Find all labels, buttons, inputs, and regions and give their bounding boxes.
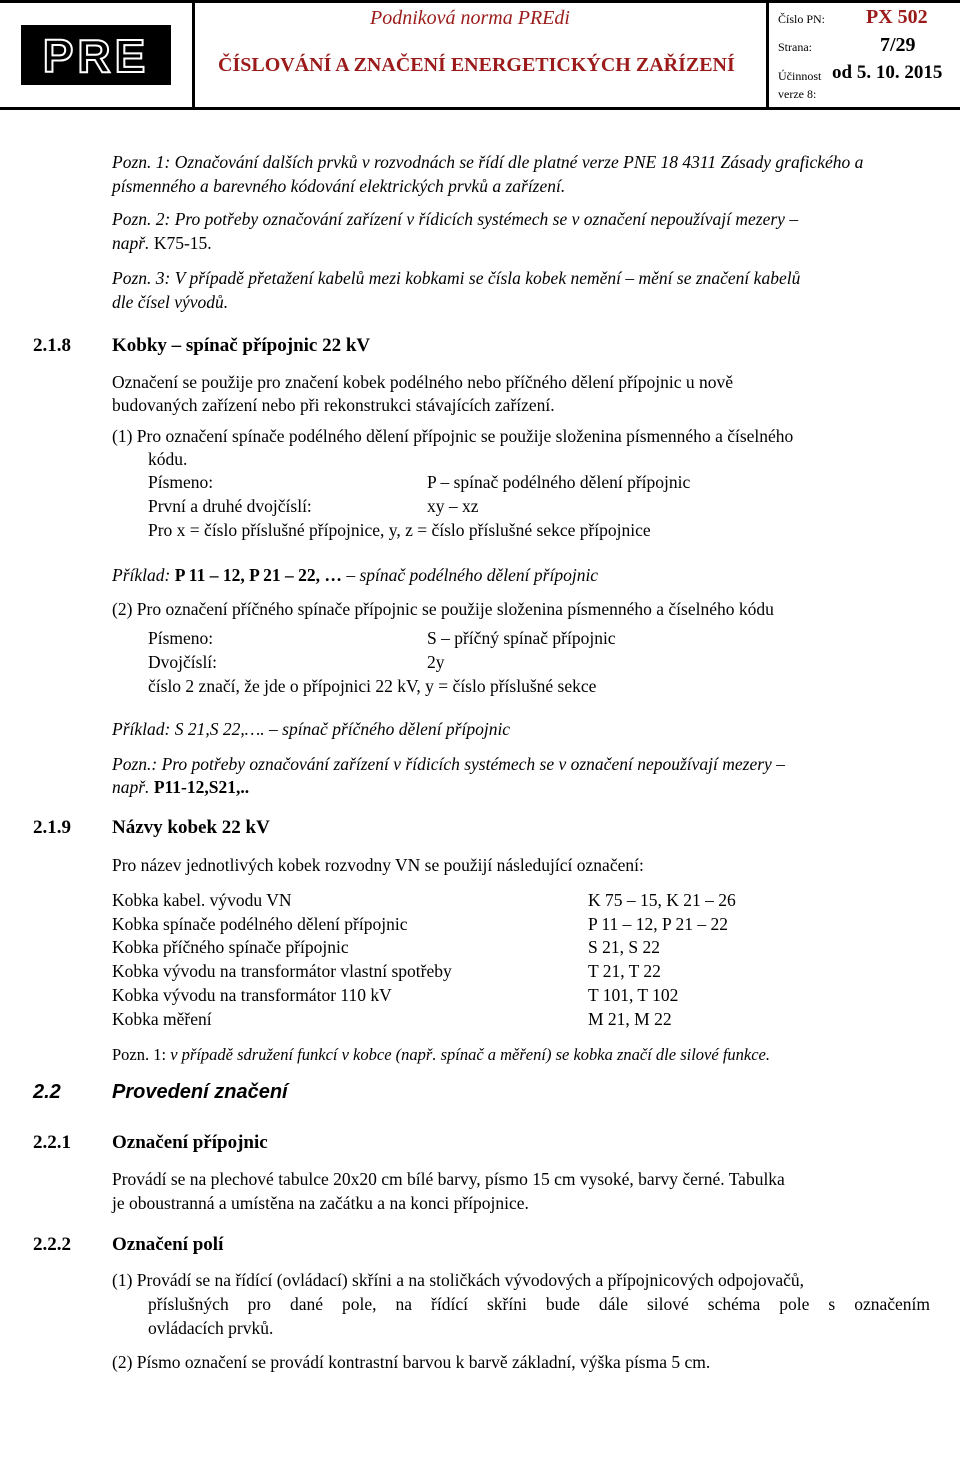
note-3-line1: Pozn. 3: V případě přetažení kabelů mezi kobkami se čísla kobek nemění – mění se značení kabelů bbox=[112, 268, 801, 288]
row-dvojcisli2-value: 2y bbox=[427, 652, 445, 672]
kobka-code: T 21, T 22 bbox=[588, 961, 661, 981]
kobka-code: T 101, T 102 bbox=[588, 985, 679, 1005]
section-title-2-1-8: Kobky – spínač přípojnic 22 kV bbox=[112, 335, 371, 356]
note-3-line2: dle čísel vývodů. bbox=[112, 292, 229, 312]
row-explanation: Pro x = číslo příslušné přípojnice, y, z = číslo příslušné sekce přípojnice bbox=[148, 520, 651, 540]
row-dvojcisli-value: xy – xz bbox=[427, 496, 479, 516]
logo-text: PRE bbox=[42, 30, 150, 82]
cislo-value: PX 502 bbox=[866, 6, 928, 28]
s218-item2: (2) Pro označení příčného spínače přípojnic se použije složenina písmenného a číselného kódu bbox=[112, 599, 774, 619]
row-pismeno2-label: Písmeno: bbox=[148, 628, 214, 648]
logo-cell bbox=[0, 3, 195, 107]
row-pismeno-label: Písmeno: bbox=[148, 472, 214, 492]
section-title-2-2-2: Označení polí bbox=[112, 1234, 224, 1255]
kobka-code: P 11 – 12, P 21 – 22 bbox=[588, 914, 729, 934]
kobka-name: Kobka měření bbox=[112, 1009, 212, 1029]
kobka-name: Kobka kabel. vývodu VN bbox=[112, 890, 292, 910]
verze-label: verze 8: bbox=[778, 87, 817, 101]
header-bottom-rule bbox=[0, 107, 960, 110]
s218-pozn-line2: např. P11-12,S21,.. bbox=[112, 777, 250, 797]
kobka-name: Kobka příčného spínače přípojnic bbox=[112, 937, 349, 957]
cislo-label: Číslo PN: bbox=[778, 12, 826, 26]
s222-item1-line2: příslušných pro dané pole, na řídící skříni bude dále silové schéma pole s označením bbox=[148, 1294, 930, 1314]
norm-title: Podniková norma PREdi bbox=[370, 7, 570, 29]
s221-text-line1: Provádí se na plechové tabulce 20x20 cm bílé barvy, písmo 15 cm vysoké, barvy černé. Tabulka bbox=[112, 1169, 785, 1189]
section-number-2-2-1: 2.2.1 bbox=[33, 1132, 71, 1153]
doc-title: ČÍSLOVÁNÍ A ZNAČENÍ ENERGETICKÝCH ZAŘÍZENÍ bbox=[218, 54, 735, 76]
section-number-2-2-2: 2.2.2 bbox=[33, 1234, 71, 1255]
row-dvojcisli2-label: Dvojčíslí: bbox=[148, 652, 218, 672]
s218-pozn-line1: Pozn.: Pro potřeby označování zařízení v řídicích systémech se v označení nepoužívají mezery – bbox=[112, 754, 785, 774]
section-number-2-1-8: 2.1.8 bbox=[33, 335, 71, 356]
strana-label: Strana: bbox=[778, 40, 812, 54]
row-pismeno-value: P – spínač podélného dělení přípojnic bbox=[427, 472, 691, 492]
kobka-name: Kobka spínače podélného dělení přípojnic bbox=[112, 914, 408, 934]
ucinnost-label: Účinnost bbox=[778, 69, 822, 83]
section-title-2-2: Provedení značení bbox=[112, 1081, 288, 1103]
row-dvojcisli-label: První a druhé dvojčíslí: bbox=[148, 496, 312, 516]
s219-note: Pozn. 1: v případě sdružení funkcí v kobce (např. spínač a měření) se kobka značí dle silové funkce. bbox=[112, 1045, 771, 1064]
company-logo bbox=[21, 25, 171, 85]
section-title-2-1-9: Názvy kobek 22 kV bbox=[112, 817, 270, 838]
kobka-name: Kobka vývodu na transformátor vlastní spotřeby bbox=[112, 961, 452, 981]
section-number-2-1-9: 2.1.9 bbox=[33, 817, 71, 838]
example-2: Příklad: S 21,S 22,…. – spínač příčného dělení přípojnic bbox=[112, 719, 511, 739]
note-1: Pozn. 1: Označování dalších prvků v rozvodnách se řídí dle platné verze PNE 18 4311 Zásady grafického a písmenného a barevného kódování elektrických prvků a zařízení. bbox=[112, 152, 864, 196]
kobka-code: M 21, M 22 bbox=[588, 1009, 672, 1029]
ucinnost-value: od 5. 10. 2015 bbox=[832, 62, 943, 83]
section-title-2-2-1: Označení přípojnic bbox=[112, 1132, 268, 1153]
row-explanation-2: číslo 2 značí, že jde o přípojnici 22 kV, y = číslo příslušné sekce bbox=[148, 676, 597, 696]
s222-item2: (2) Písmo označení se provádí kontrastní barvou k barvě základní, výška písma 5 cm. bbox=[112, 1352, 711, 1372]
s218-intro-line1: Označení se použije pro značení kobek podélného nebo příčného dělení přípojnic u nově bbox=[112, 372, 734, 392]
s218-item1-line1: (1) Pro označení spínače podélného dělení přípojnic se použije složenina písmenného a číselného bbox=[112, 426, 794, 446]
s222-item1-line1: (1) Provádí se na řídící (ovládací) skříni a na stoličkách vývodových a přípojnicových odpojovačů, bbox=[112, 1270, 805, 1290]
note-2-line2: např. K75-15. bbox=[112, 233, 212, 253]
s218-intro-line2: budovaných zařízení nebo při rekonstrukci stávajících zařízení. bbox=[112, 395, 555, 415]
s218-item1-line2: kódu. bbox=[148, 449, 188, 469]
kobka-code: S 21, S 22 bbox=[588, 937, 660, 957]
kobka-name: Kobka vývodu na transformátor 110 kV bbox=[112, 985, 392, 1005]
strana-value: 7/29 bbox=[880, 34, 916, 56]
s222-item1-line3: ovládacích prvků. bbox=[148, 1318, 274, 1338]
note-2-line1: Pozn. 2: Pro potřeby označování zařízení v řídicích systémech se v označení nepoužívají mezery – bbox=[112, 209, 799, 229]
kobka-code: K 75 – 15, K 21 – 26 bbox=[588, 890, 736, 910]
section-number-2-2: 2.2 bbox=[33, 1081, 61, 1103]
header-divider bbox=[766, 3, 769, 107]
example-1: Příklad: P 11 – 12, P 21 – 22, … – spínač podélného dělení přípojnic bbox=[112, 565, 599, 585]
s221-text-line2: je oboustranná a umístěna na začátku a na konci přípojnice. bbox=[112, 1193, 529, 1213]
row-pismeno2-value: S – příčný spínač přípojnic bbox=[427, 628, 616, 648]
s219-intro: Pro název jednotlivých kobek rozvodny VN se použijí následující označení: bbox=[112, 855, 644, 875]
